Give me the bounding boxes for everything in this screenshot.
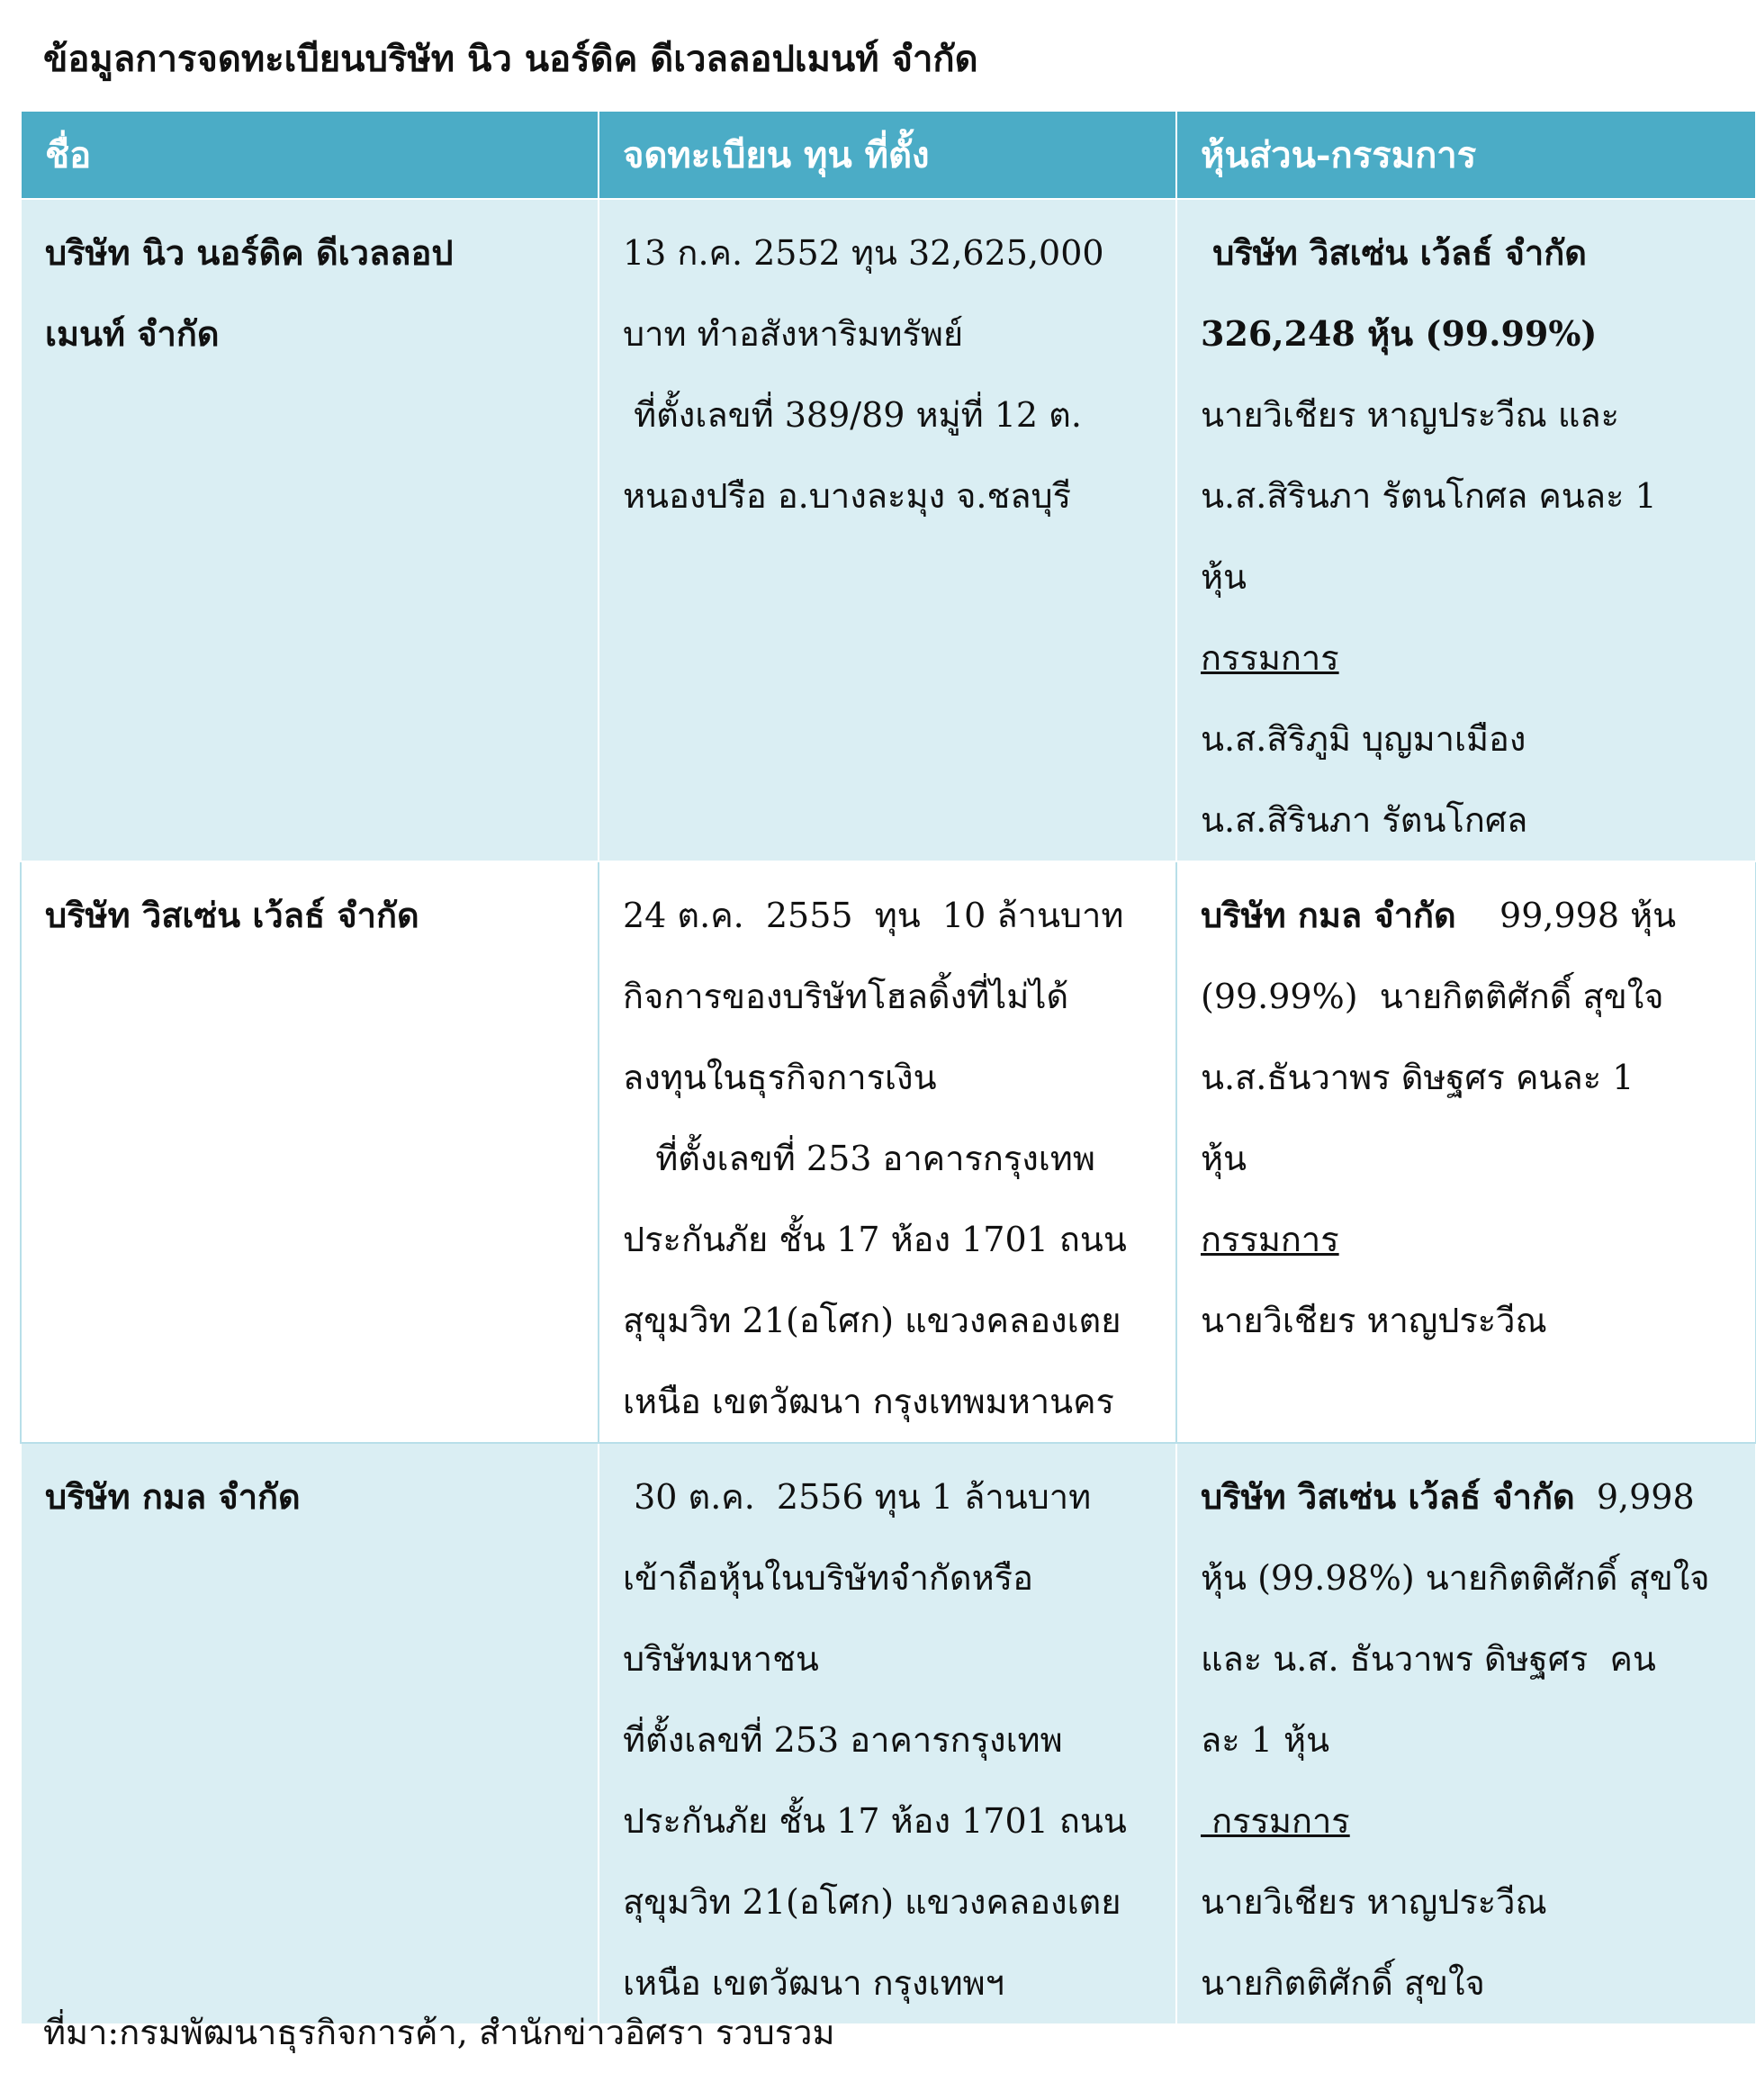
registration-cell [599,1443,1176,2024]
partner-line: หุ้น [1201,1139,1247,1178]
registration-line: สุขุมวิท 21(อโศก) แขวงคลองเตย [623,1301,1121,1340]
director-name: นายกิตติศักดิ์ สุขใจ [1201,1963,1485,2003]
partner-company: บริษัท วิสเซ่น เว้ลธ์ จำกัด [1201,232,1587,273]
registration-line: ลงทุนในธุรกิจการเงิน [623,1058,937,1097]
partner-shares: 99,998 หุ้น [1455,896,1677,935]
header-partners: หุ้นส่วน-กรรมการ [1176,111,1756,199]
registration-line: หนองปรือ อ.บางละมุง จ.ชลบุรี [623,476,1072,516]
registration-table [20,110,1756,2025]
table-row [21,199,1756,861]
company-name-cell [21,199,599,861]
directors-label: กรรมการ [1201,1220,1339,1259]
partner-company: บริษัท กมล จำกัด [1201,895,1456,935]
registration-line: กิจการของบริษัทโฮลดิ้งที่ไม่ได้ [623,977,1069,1016]
registration-line: สุขุมวิท 21(อโศก) แขวงคลองเตย [623,1882,1121,1922]
partner-line: นายวิเชียร หาญประวีณ และ [1201,395,1620,435]
partner-shares: 9,998 [1574,1477,1695,1517]
registration-line: เหนือ เขตวัฒนา กรุงเทพฯ [623,1963,1005,2003]
director-name: นายวิเชียร หาญประวีณ [1201,1882,1547,1922]
table-row [21,861,1756,1443]
table-row [21,1443,1756,2024]
header-registration: จดทะเบียน ทุน ที่ตั้ง [599,111,1176,199]
registration-line: ที่ตั้งเลขที่ 253 อาคารกรุงเทพ [623,1139,1095,1178]
registration-line: 24 ต.ค. 2555 ทุน 10 ล้านบาท [623,896,1124,935]
registration-line: เหนือ เขตวัฒนา กรุงเทพมหานคร [623,1382,1114,1421]
director-name: น.ส.สิรินภา รัตนโกศล [1201,800,1528,840]
registration-line: ที่ตั้งเลขที่ 389/89 หมู่ที่ 12 ต. [623,395,1082,435]
company-name-line: บริษัท วิสเซ่น เว้ลธ์ จำกัด [45,895,419,935]
registration-line: เข้าถือหุ้นในบริษัทจำกัดหรือ [623,1558,1033,1598]
partner-company: บริษัท วิสเซ่น เว้ลธ์ จำกัด [1201,1476,1575,1517]
header-name: ชื่อ [21,111,599,199]
director-name: นายวิเชียร หาญประวีณ [1201,1301,1547,1340]
registration-line: ประกันภัย ชั้น 17 ห้อง 1701 ถนน [623,1801,1127,1841]
company-name-line: เมนท์ จำกัด [45,313,220,354]
company-name-line: บริษัท นิว นอร์ดิค ดีเวลลอป [45,232,454,273]
registration-line: บริษัทมหาชน [623,1639,819,1679]
director-name: น.ส.สิริภูมิ บุญมาเมือง [1201,719,1526,759]
company-name-cell [21,861,599,1443]
partner-line: น.ส.สิรินภา รัตนโกศล คนละ 1 [1201,476,1657,516]
registration-cell [599,199,1176,861]
page-title: ข้อมูลการจดทะเบียนบริษัท นิว นอร์ดิค ดีเวลลอปเมนท์ จำกัด [43,38,978,80]
directors-label: กรรมการ [1201,638,1339,678]
partners-cell [1176,1443,1756,2024]
registration-line: ประกันภัย ชั้น 17 ห้อง 1701 ถนน [623,1220,1127,1259]
registration-line: 13 ก.ค. 2552 ทุน 32,625,000 [623,233,1104,273]
registration-line: บาท ทำอสังหาริมทรัพย์ [623,314,964,354]
partners-cell [1176,861,1756,1443]
partner-shares: 326,248 หุ้น (99.99%) [1201,313,1598,354]
partner-line: และ น.ส. ธันวาพร ดิษฐศร คน [1201,1639,1656,1679]
table-header-row [21,111,1756,199]
partner-line: ละ 1 หุ้น [1201,1720,1330,1760]
partner-line: หุ้น [1201,557,1247,597]
company-name-line: บริษัท กมล จำกัด [45,1476,301,1517]
company-name-cell [21,1443,599,2024]
directors-label: กรรมการ [1201,1801,1350,1841]
registration-line: ที่ตั้งเลขที่ 253 อาคารกรุงเทพ [623,1720,1063,1760]
partner-line: หุ้น (99.98%) นายกิตติศักดิ์ สุขใจ [1201,1558,1710,1598]
partners-cell [1176,199,1756,861]
partner-line: (99.99%) นายกิตติศักดิ์ สุขใจ [1201,977,1664,1016]
registration-line: 30 ต.ค. 2556 ทุน 1 ล้านบาท [623,1477,1092,1517]
registration-cell [599,861,1176,1443]
source-note: ที่มา:กรมพัฒนาธุรกิจการค้า, สำนักข่าวอิศรา รวบรวม [43,2013,835,2052]
partner-line: น.ส.ธันวาพร ดิษฐศร คนละ 1 [1201,1058,1634,1097]
